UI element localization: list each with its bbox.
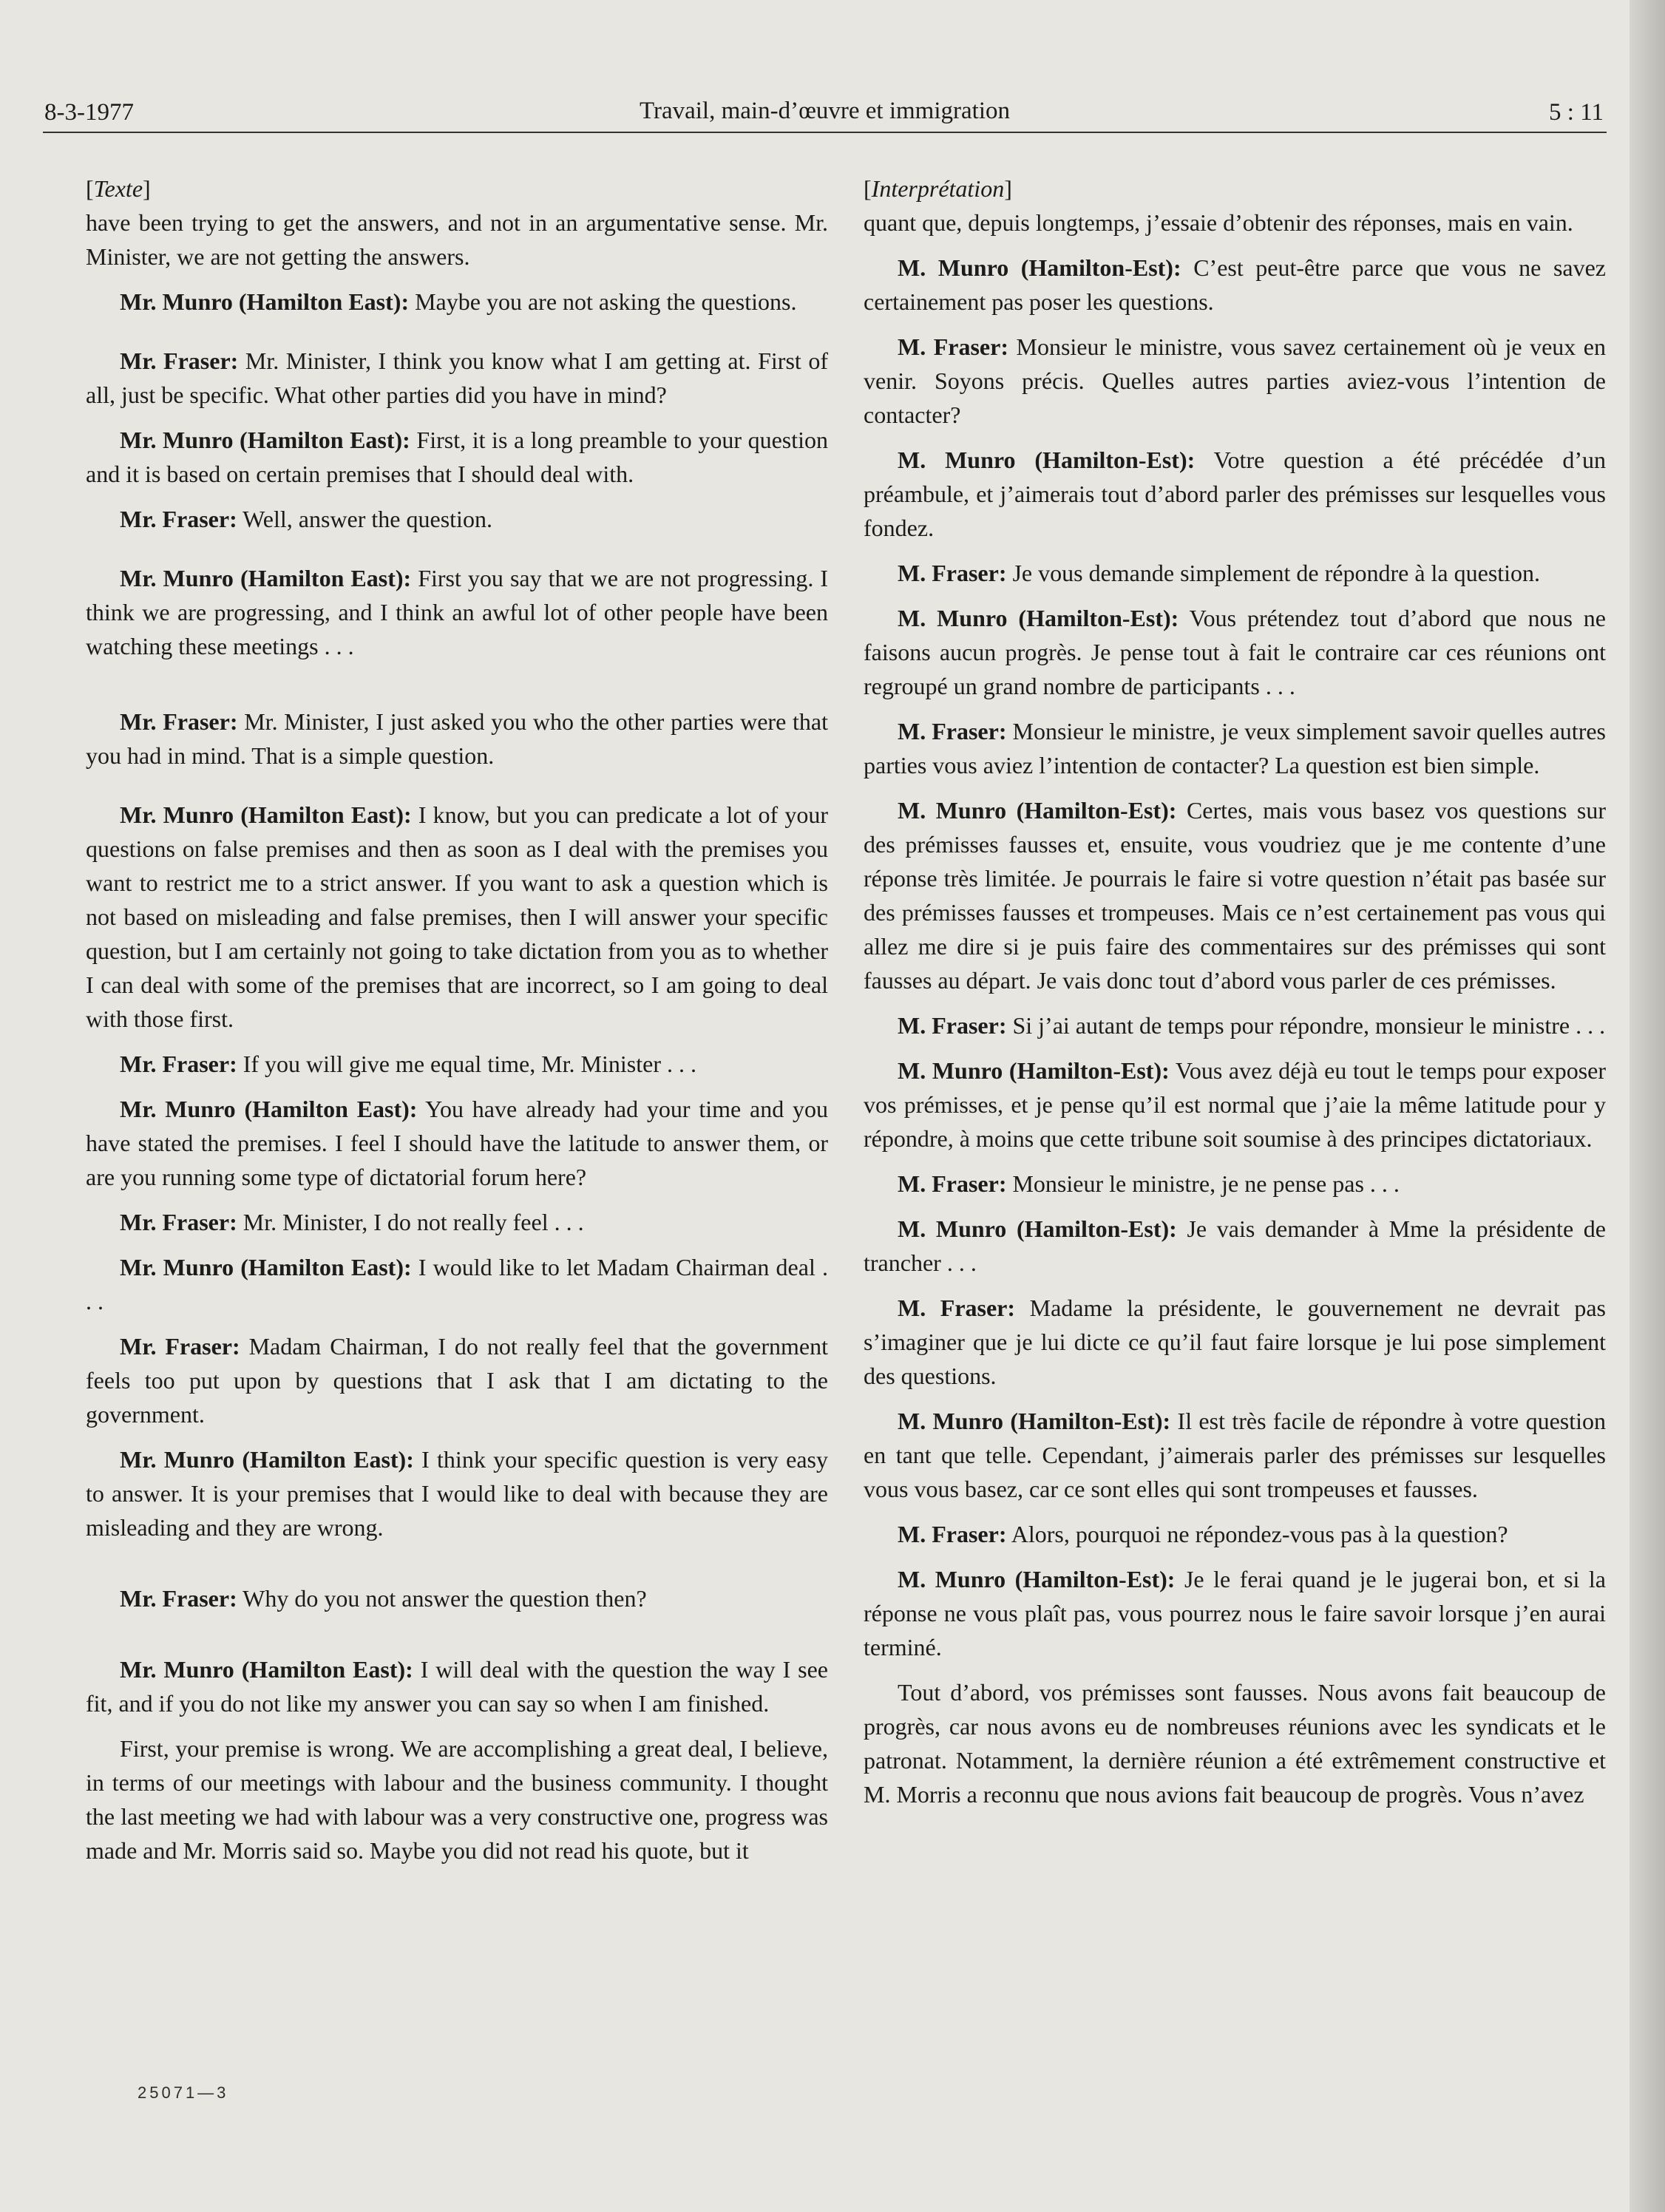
paragraph: M. Fraser: Si j’ai autant de temps pour répondre, monsieur le ministre . . . — [898, 1012, 1606, 1039]
speaker-name: M. Munro (Hamilton-Est): — [898, 254, 1181, 281]
paragraph: M. Munro (Hamilton-Est): Je le ferai quand je le jugerai bon, et si la réponse ne vous plaît pas, vous pourrez nous le faire savoir lorsque j’en aurai terminé. — [864, 1566, 1607, 1660]
column-label: [Interprétation] — [864, 175, 1012, 202]
header-date: 8-3-1977 — [44, 99, 134, 126]
header-page-number: 5 : 11 — [1549, 99, 1604, 126]
paragraph: Mr. Munro (Hamilton East): I will deal with the question the way I see fit, and if you do not like my answer you can say so when I am finished. — [86, 1656, 829, 1717]
paragraph: M. Fraser: Alors, pourquoi ne répondez-vous pas à la question? — [898, 1521, 1508, 1547]
paragraph: Mr. Fraser: If you will give me equal time, Mr. Minister . . . — [120, 1051, 696, 1077]
speaker-name: Mr. Munro (Hamilton East): — [120, 565, 412, 591]
speaker-name: Mr. Munro (Hamilton East): — [120, 427, 410, 453]
paragraph: Mr. Munro (Hamilton East): You have already had your time and you have stated the premises. I feel I should have the latitude to answer them, or are you running some type of dictatorial forum here? — [86, 1096, 829, 1190]
speaker-name: Mr. Fraser: — [120, 1333, 240, 1360]
paragraph: quant que, depuis longtemps, j’essaie d’obtenir des réponses, mais en vain. — [864, 209, 1573, 236]
speaker-name: Mr. Fraser: — [120, 708, 238, 735]
paragraph: M. Munro (Hamilton-Est): Votre question a été précédée d’un préambule, et j’aimerais tout d’abord parler des prémisses sur lesquelles vous fondez. — [864, 447, 1607, 541]
french-column — [864, 172, 1606, 1822]
speaker-name: Mr. Fraser: — [120, 506, 237, 532]
speaker-name: Mr. Fraser: — [120, 1209, 237, 1235]
paragraph: Mr. Munro (Hamilton East): Maybe you are not asking the questions. — [120, 288, 797, 315]
speaker-name: Mr. Munro (Hamilton East): — [120, 801, 412, 828]
speaker-name: M. Munro (Hamilton-Est): — [898, 605, 1179, 631]
paragraph: M. Munro (Hamilton-Est): Vous avez déjà eu tout le temps pour exposer vos prémisses, et je pense qu’il est normal que j’aie la même latitude pour y répondre, à moins que cette tribune soit soumise à des principes dictatoriaux. — [864, 1057, 1607, 1152]
speaker-name: M. Munro (Hamilton-Est): — [898, 797, 1177, 824]
paragraph: Mr. Fraser: Why do you not answer the question then? — [120, 1585, 647, 1612]
speaker-name: Mr. Munro (Hamilton East): — [120, 1446, 414, 1473]
paragraph: M. Fraser: Je vous demande simplement de répondre à la question. — [898, 560, 1541, 586]
paragraph: Mr. Fraser: Well, answer the question. — [120, 506, 492, 532]
paragraph: Mr. Munro (Hamilton East): First you say that we are not progressing. I think we are progressing, and I think an awful lot of other people have been watching these meetings . . . — [86, 565, 829, 659]
speaker-name: M. Fraser: — [898, 560, 1007, 586]
paragraph: Mr. Fraser: Mr. Minister, I do not really feel . . . — [120, 1209, 584, 1235]
speaker-name: M. Munro (Hamilton-Est): — [898, 1408, 1171, 1434]
column-label: [Texte] — [86, 175, 151, 202]
english-column — [86, 172, 828, 1879]
paragraph: M. Munro (Hamilton-Est): C’est peut-être parce que vous ne savez certainement pas poser les questions. — [864, 254, 1607, 315]
speaker-name: M. Munro (Hamilton-Est): — [898, 1566, 1176, 1592]
speaker-name: Mr. Munro (Hamilton East): — [120, 1254, 412, 1280]
speaker-name: M. Munro (Hamilton-Est): — [898, 1057, 1170, 1084]
paragraph: First, your premise is wrong. We are accomplishing a great deal, I believe, in terms of our meetings with labour and the business community. I thought the last meeting we had with labour was a very constructive one, progress was made and Mr. Morris said so. Maybe you did not read his quote, but it — [86, 1735, 828, 1864]
speaker-name: M. Fraser: — [898, 718, 1007, 744]
page-header — [43, 89, 1607, 133]
header-title: Travail, main-d’œuvre et immigration — [639, 98, 1010, 124]
paragraph: Mr. Munro (Hamilton East): I would like to let Madam Chairman deal . . . — [86, 1254, 829, 1314]
paragraph: M. Munro (Hamilton-Est): Je vais demander à Mme la présidente de trancher . . . — [864, 1215, 1607, 1276]
speaker-name: M. Fraser: — [898, 1012, 1007, 1039]
paragraph: M. Munro (Hamilton-Est): Vous prétendez tout d’abord que nous ne faisons aucun progrès. Je pense tout à fait le contraire car ces réunions ont regroupé un grand nombre de participants . . . — [864, 605, 1607, 699]
speaker-name: M. Fraser: — [898, 333, 1008, 360]
paragraph: Tout d’abord, vos prémisses sont fausses. Nous avons fait beaucoup de progrès, car nous avons eu de nombreuses réunions avec les syndicats et le patronat. Notamment, la dernière réunion a été extrêmement constructive et M. Morris a reconnu que nous avions fait beaucoup de progrès. Vous n’avez — [864, 1679, 1606, 1808]
speaker-name: Mr. Fraser: — [120, 1585, 237, 1612]
paragraph: M. Fraser: Monsieur le ministre, je ne pense pas . . . — [898, 1170, 1400, 1197]
paragraph: M. Fraser: Madame la présidente, le gouvernement ne devrait pas s’imaginer que je lui dicte ce qu’il faut faire lorsque je lui pose simplement des questions. — [864, 1295, 1607, 1389]
speaker-name: M. Fraser: — [898, 1170, 1007, 1197]
speaker-name: Mr. Fraser: — [120, 347, 239, 374]
paragraph: M. Fraser: Monsieur le ministre, je veux simplement savoir quelles autres parties vous aviez l’intention de contacter? La question est bien simple. — [864, 718, 1607, 778]
paragraph: have been trying to get the answers, and not in an argumentative sense. Mr. Minister, we are not getting the answers. — [86, 209, 828, 270]
page-binding-edge — [1630, 0, 1665, 2212]
paragraph: Mr. Fraser: Mr. Minister, I think you know what I am getting at. First of all, just be specific. What other parties did you have in mind? — [86, 347, 829, 408]
speaker-name: Mr. Fraser: — [120, 1051, 237, 1077]
speaker-name: M. Fraser: — [898, 1295, 1016, 1321]
paragraph: M. Fraser: Monsieur le ministre, vous savez certainement où je veux en venir. Soyons précis. Quelles autres parties aviez-vous l’intention de contacter? — [864, 333, 1607, 428]
speaker-name: M. Munro (Hamilton-Est): — [898, 1215, 1177, 1242]
speaker-name: Mr. Munro (Hamilton East): — [120, 1656, 413, 1683]
print-code: 25071—3 — [138, 2083, 229, 2102]
paragraph: Mr. Munro (Hamilton East): I know, but you can predicate a lot of your questions on false premises and then as soon as I deal with the premises you want to restrict me to a strict answer. If you want to ask a question which is not based on misleading and false premises, then I will answer your specific question, but I am certainly not going to take dictation from you as to whether I can deal with some of the premises that are incorrect, so I am going to deal with those first. — [86, 801, 829, 1032]
paragraph: Mr. Munro (Hamilton East): First, it is a long preamble to your question and it is based on certain premises that I should deal with. — [86, 427, 829, 487]
speaker-name: M. Fraser: — [898, 1521, 1007, 1547]
paragraph: M. Munro (Hamilton-Est): Il est très facile de répondre à votre question en tant que telle. Cependant, j’aimerais parler des prémisses sur lesquelles vous vous basez, car ce sont elles qui sont trompeuses et fausses. — [864, 1408, 1607, 1502]
speaker-name: Mr. Munro (Hamilton East): — [120, 1096, 418, 1122]
paragraph: M. Munro (Hamilton-Est): Certes, mais vous basez vos questions sur des prémisses fausses et, ensuite, vous voudriez que je me contente d’une réponse très limitée. Je pourrais le faire si votre question n’était pas basée sur des prémisses fausses et trompeuses. Mais ce n’est certainement pas vous qui allez me dire si je puis faire des commentaires sur des prémisses qui sont fausses au départ. Je vais donc tout d’abord vous parler de ces prémisses. — [864, 797, 1606, 994]
paragraph: Mr. Munro (Hamilton East): I think your specific question is very easy to answer. It is your premises that I would like to deal with because they are misleading and they are wrong. — [86, 1446, 829, 1541]
speaker-name: M. Munro (Hamilton-Est): — [898, 447, 1196, 473]
paragraph: Mr. Fraser: Madam Chairman, I do not really feel that the government feels too put upon by questions that I ask that I am dictating to the government. — [86, 1333, 829, 1428]
paragraph: Mr. Fraser: Mr. Minister, I just asked you who the other parties were that you had in mind. That is a simple question. — [86, 708, 829, 769]
speaker-name: Mr. Munro (Hamilton East): — [120, 288, 410, 315]
